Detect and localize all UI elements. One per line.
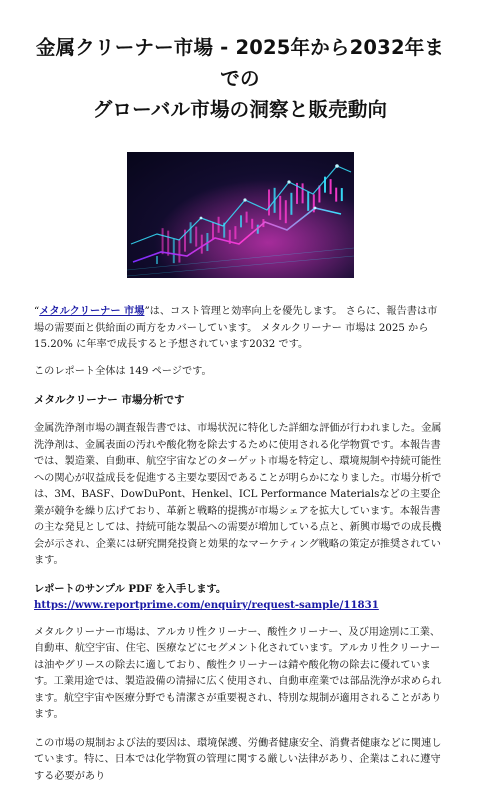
sample-pdf-label: レポートのサンプル PDF を入手します。 (34, 583, 226, 595)
regulation-paragraph: この市場の規制および法的要因は、環境保護、労働者健康安全、消費者健康などに関連しています。特に、日本では化学物質の管理に関する厳しい法律があり、企業はこれに遵守する必要があり (34, 736, 446, 785)
intro-text: ”は、コスト管理と効率向上を優先します。 さらに、報告書は市場の需要面と供給面の両方をカバーしています。 メタルクリーナー 市場は 2025 から 15.20% に年率で成長すると予想されています2032 です。 (34, 306, 437, 350)
title-line-2: グローバル市場の洞察と販売動向 (93, 98, 388, 121)
section-heading: メタルクリーナー 市場分析です (34, 392, 446, 408)
sample-pdf-link[interactable]: https://www.reportprime.com/enquiry/request-sample/11831 (34, 599, 379, 611)
quote-mark: “ (34, 306, 39, 317)
page-count-text: このレポート全体は 149 ページです。 (34, 364, 446, 381)
page-title (34, 0, 446, 125)
sample-pdf-line (34, 581, 446, 614)
intro-paragraph (34, 303, 446, 354)
segmentation-paragraph: メタルクリーナー市場は、アルカリ性クリーナー、酸性クリーナー、及び用途別に工業、自動車、航空宇宙、住宅、医療などにセグメント化されています。アルカリ性クリーナーは油やグリースの除去に適しており、酸性クリーナーは錆や酸化物の除去に優れています。工業用途では、製造設備の清掃に広く使用され、自動車産業では部品洗浄が求められます。航空宇宙や医療分野でも清潔さが重要視され、特別な規制が適用されることがあります。 (34, 625, 446, 724)
market-link[interactable]: メタルクリーナー 市場 (39, 305, 144, 317)
analysis-paragraph: 金属洗浄剤市場の調査報告書では、市場状況に特化した詳細な評価が行われました。金属洗浄剤は、金属表面の汚れや酸化物を除去するために使用される化学物質です。本報告書では、製造業、自動車、航空宇宙などのターゲット市場を特定し、環境規制や持続可能性への関心が収益成長を促進する主要な要因であることが明らかになりました。市場分析では、3M、BASF、DowDuPont、Henkel、ICL Performance Materialsなどの主要企業が競争を繰り広げており、革新と戦略的提携が市場シェアを拡大しています。本報告書の主な発見としては、持続可能な製品への需要が増加している点と、新興市場での成長機会が示され、企業には研究開発投資と効果的なマーケティング戦略の策定が推奨されています。 (34, 421, 446, 570)
hero-chart-image (127, 152, 354, 278)
hero-illustration (127, 152, 354, 278)
title-line-1: 金属クリーナー市場 - 2025年から2032年までの (36, 36, 444, 90)
